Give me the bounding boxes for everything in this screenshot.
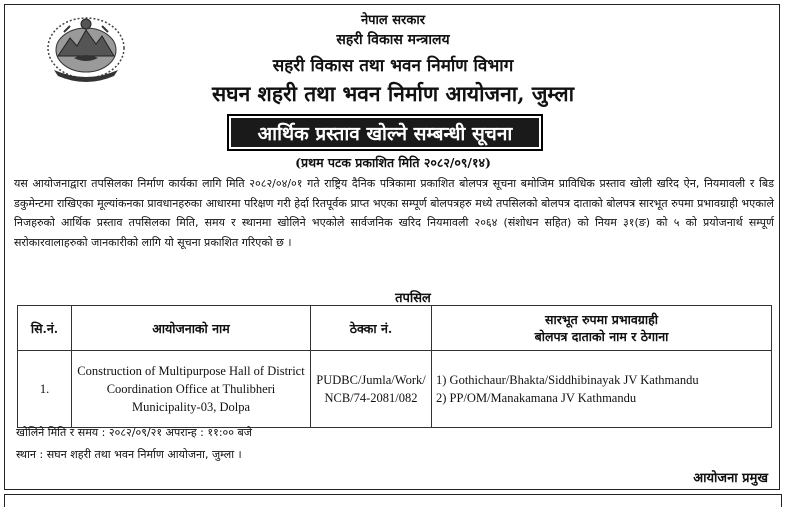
schedule-table <box>17 305 772 428</box>
opening-location: स्थान : सघन शहरी तथा भवन निर्माण आयोजना, जुम्ला । <box>16 448 242 461</box>
government-heading: नेपाल सरकार <box>360 13 426 28</box>
notice-body: यस आयोजनाद्वारा तपसिलका निर्माण कार्यका लागि मिति २०८२/०४/०१ गते राष्ट्रिय दैनिक पत्रिकामा प्रकाशित बोलपत्र सूचना बमोजिम प्राविधिक प्रस्ताव खोली खरिद ऐन, नियमावली र बिड डकुमेन्टमा राखिएका मूल्यांकनका प्रावधानहरुका आधारमा परिक्षण गरी हेर्दा रितपूर्वक प्राप्त भएका सम्पूर्ण बोलपत्रहरु मध्ये तपसिलको बोलपत्र दाताको बोलपत्र सारभूत रुपमा प्रभावग्राही भएकाले निजहरुको आर्थिक प्रस्ताव तपसिलका मिति, समय र स्थानमा खोलिने भएकोले सार्वजनिक खरिद नियमावली २०६४ (संशोधन सहित) को नियम ३१(ङ) को ५ को प्रयोजनार्थ सम्पूर्ण सरोकारवालाहरुको जानकारीको लागि यो सूचना प्रकाशित गरिएको छ । <box>14 177 774 249</box>
opening-datetime: खोलिने मिति र समय : २०८२/०९/२१ अपरान्ह : ११:०० बजे <box>16 426 252 439</box>
ministry-heading: सहरी विकास मन्त्रालय <box>336 32 450 48</box>
header-bidders <box>432 306 772 351</box>
row-project-name: Construction of Multipurpose Hall of District Coordination Office at Thulibheri Municipality-03, Dolpa <box>72 351 311 428</box>
bidder-1: 1) Gothichaur/Bhakta/Siddhibinayak JV Kathmandu <box>436 373 699 387</box>
bidder-2: 2) PP/OM/Manakamana JV Kathmandu <box>436 391 637 405</box>
row-sn: 1. <box>18 351 72 428</box>
table-row <box>18 351 772 428</box>
header-sn: सि.नं. <box>18 306 72 351</box>
table-header-row <box>18 306 772 351</box>
project-heading: सघन शहरी तथा भवन निर्माण आयोजना, जुम्ला <box>211 81 575 106</box>
notice-title: आर्थिक प्रस्ताव खोल्ने सम्बन्धी सूचना <box>227 114 543 151</box>
department-heading: सहरी विकास तथा भवन निर्माण विभाग <box>272 56 514 76</box>
row-bidders <box>432 351 772 428</box>
header-contract-no: ठेक्का नं. <box>311 306 432 351</box>
schedule-title: तपसिल <box>395 291 431 306</box>
next-notice-border <box>4 494 782 507</box>
header-project-name: आयोजनाको नाम <box>72 306 311 351</box>
header-bidders-line1: सारभूत रुपमा प्रभावग्राही <box>545 312 658 327</box>
header-bidders-line2: बोलपत्र दाताको नाम र ठेगाना <box>534 329 669 344</box>
signature-title: आयोजना प्रमुख <box>693 471 768 486</box>
publication-date: (प्रथम पटक प्रकाशित मिति २०८२/०९/१४) <box>295 155 491 170</box>
row-contract-no: PUDBC/Jumla/Work/ NCB/74-2081/082 <box>311 351 432 428</box>
